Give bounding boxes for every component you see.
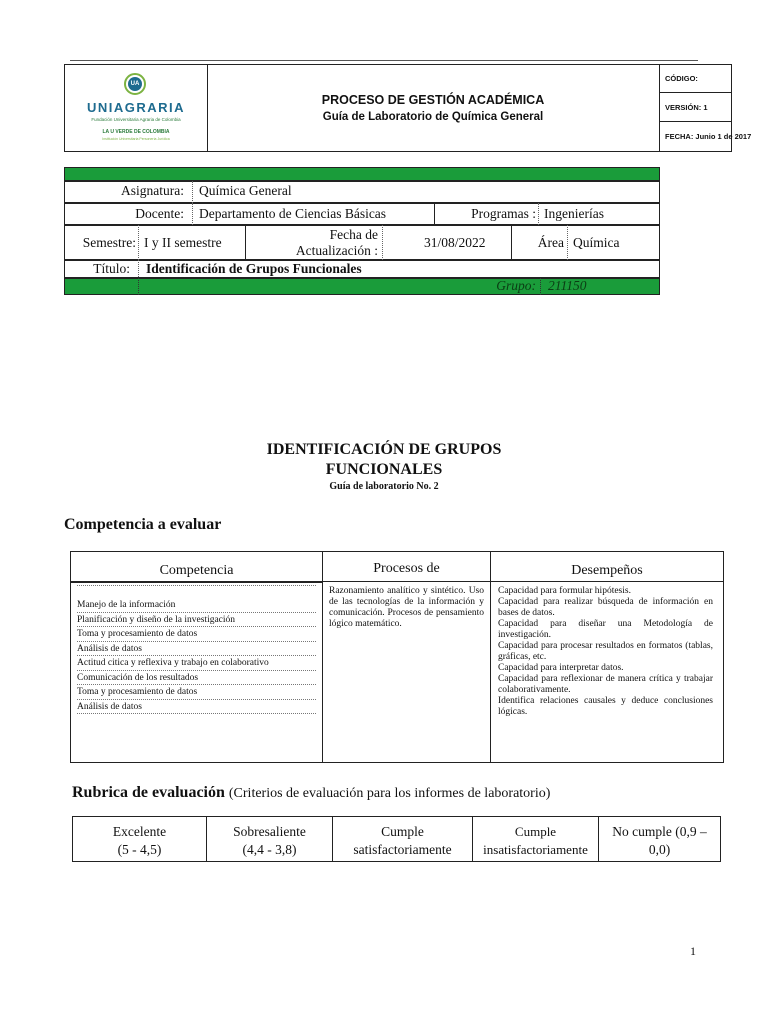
divider	[192, 181, 193, 203]
rubric-cell-line: 0,0)	[648, 842, 671, 857]
header-competencia: Competencia	[71, 552, 322, 583]
desempenos-list	[498, 586, 713, 718]
university-logo	[65, 65, 208, 151]
code-field: CÓDIGO:	[659, 65, 731, 93]
divider	[138, 225, 139, 260]
divider	[511, 225, 512, 260]
rubric-heading	[72, 784, 550, 802]
rubric-cell-line: Cumple	[381, 824, 424, 839]
list-item: Comunicación de los resultados	[77, 671, 316, 686]
header-procesos: Procesos de	[323, 552, 490, 582]
process-title: PROCESO DE GESTIÓN ACADÉMICA	[321, 93, 545, 107]
course-info-table	[64, 167, 660, 295]
docente-label: Docente:	[135, 206, 184, 221]
asignatura-label: Asignatura:	[121, 183, 184, 198]
document-title-line2: FUNCIONALES	[325, 461, 443, 478]
rubric-cell-sobresaliente	[206, 817, 332, 861]
top-rule	[70, 60, 698, 61]
list-item: Manejo de la información	[77, 598, 316, 613]
header-title-block	[207, 65, 660, 151]
list-item: Capacidad para procesar resultados en formatos (tablas, gráficas, etc.	[498, 641, 713, 662]
list-item: Análisis de datos	[77, 700, 316, 715]
rubric-cell-line: No cumple (0,9 –	[612, 824, 707, 839]
rubric-table	[72, 816, 721, 862]
section-heading-competencia: Competencia a evaluar	[64, 516, 222, 533]
semestre-label: Semestre:	[82, 235, 136, 250]
divider	[434, 203, 435, 225]
list-item: Capacidad para diseñar una Metodología de investigación.	[498, 619, 713, 640]
divider	[538, 203, 539, 225]
fecha-value: 31/08/2022	[424, 235, 486, 250]
list-item: Toma y procesamiento de datos	[77, 627, 316, 642]
logo-name: UNIAGRARIA	[86, 100, 186, 115]
procesos-column	[323, 552, 491, 762]
list-item: Capacidad para interpretar datos.	[498, 663, 624, 673]
guide-number: Guía de laboratorio No. 2	[329, 481, 439, 492]
page-number: 1	[690, 944, 696, 958]
area-value: Química	[573, 235, 620, 250]
titulo-label: Título:	[93, 261, 130, 276]
list-item: Planificación y diseño de la investigación	[77, 613, 316, 628]
rubric-cell-cumple-insatisfactoriamente	[472, 817, 598, 861]
divider	[77, 585, 316, 586]
rubric-cell-line: Sobresaliente	[233, 824, 306, 839]
rubric-title: Rubrica de evaluación	[72, 784, 225, 801]
list-item: Toma y procesamiento de datos	[77, 685, 316, 700]
list-item: Capacidad para reflexionar de manera crítica y trabajar colaborativamente.	[498, 674, 713, 695]
asignatura-value: Química General	[199, 183, 292, 198]
rubric-cell-line: Excelente	[112, 824, 167, 839]
competencia-list	[77, 598, 316, 714]
rubric-cell-line: insatisfactoriamente	[483, 842, 588, 857]
document-title-line1: IDENTIFICACIÓN DE GRUPOS	[266, 441, 502, 458]
divider	[540, 278, 541, 295]
logo-subtitle: Fundación Universitaria Agraria de Colombia	[91, 117, 181, 122]
rubric-subtitle: (Criterios de evaluación para los informes de laboratorio)	[228, 786, 551, 801]
divider	[567, 225, 568, 260]
rubric-cell-cumple-satisfactoriamente	[332, 817, 472, 861]
rubric-cell-line: (4,4 - 3,8)	[242, 842, 297, 857]
docente-value: Departamento de Ciencias Básicas	[199, 206, 387, 221]
competencia-column	[71, 552, 323, 762]
rubric-cell-line: satisfactoriamente	[353, 842, 452, 857]
list-item: Identifica relaciones causales y deduce conclusiones lógicas.	[498, 696, 713, 717]
divider	[245, 225, 246, 260]
rubric-cell-excelente	[73, 817, 206, 861]
list-item: Capacidad para formular hipótesis.	[498, 586, 631, 596]
grupo-value: 211150	[548, 278, 587, 293]
procesos-text: Razonamiento analítico y sintético. Uso de las tecnologías de la información y comunicación. Procesos de pensamiento lógico matemático.	[329, 586, 484, 629]
date-field: FECHA: Junio 1 de 2017	[665, 132, 752, 141]
titulo-value: Identificación de Grupos Funcionales	[146, 261, 362, 276]
header-desempenos: Desempeños	[491, 552, 723, 582]
area-label: Área	[537, 235, 564, 250]
fecha-label-2: Actualización :	[295, 243, 378, 258]
logo-fine-print: Institución Universitaria Personería Jurídica	[102, 137, 170, 141]
fecha-label-1: Fecha de	[329, 227, 378, 242]
list-item: Capacidad para realizar búsqueda de información en bases de datos.	[498, 597, 713, 618]
semestre-value: I y II semestre	[144, 235, 222, 250]
programas-value: Ingenierías	[544, 206, 604, 221]
rubric-cell-no-cumple	[598, 817, 720, 861]
rubric-cell-line: (5 - 4,5)	[117, 842, 162, 857]
logo-slogan: LA U VERDE DE COLOMBIA	[102, 129, 170, 135]
green-band-top	[64, 167, 660, 181]
version-field: VERSIÓN: 1	[659, 94, 731, 122]
divider	[138, 278, 139, 295]
list-item: Análisis de datos	[77, 642, 316, 657]
programas-label: Programas :	[471, 206, 536, 221]
rubric-cell-line: Cumple	[514, 824, 557, 839]
grupo-label: Grupo:	[496, 278, 536, 293]
divider	[382, 225, 383, 260]
logo-emblem-icon: UA	[124, 73, 146, 95]
header-meta	[659, 65, 752, 151]
desempenos-column	[491, 552, 723, 762]
competence-table	[70, 551, 724, 763]
document-header	[64, 64, 752, 152]
list-item: Actitud citica y reflexiva y trabajo en colaborativo	[77, 656, 316, 671]
guide-title: Guía de Laboratorio de Química General	[322, 111, 544, 123]
divider	[192, 203, 193, 225]
